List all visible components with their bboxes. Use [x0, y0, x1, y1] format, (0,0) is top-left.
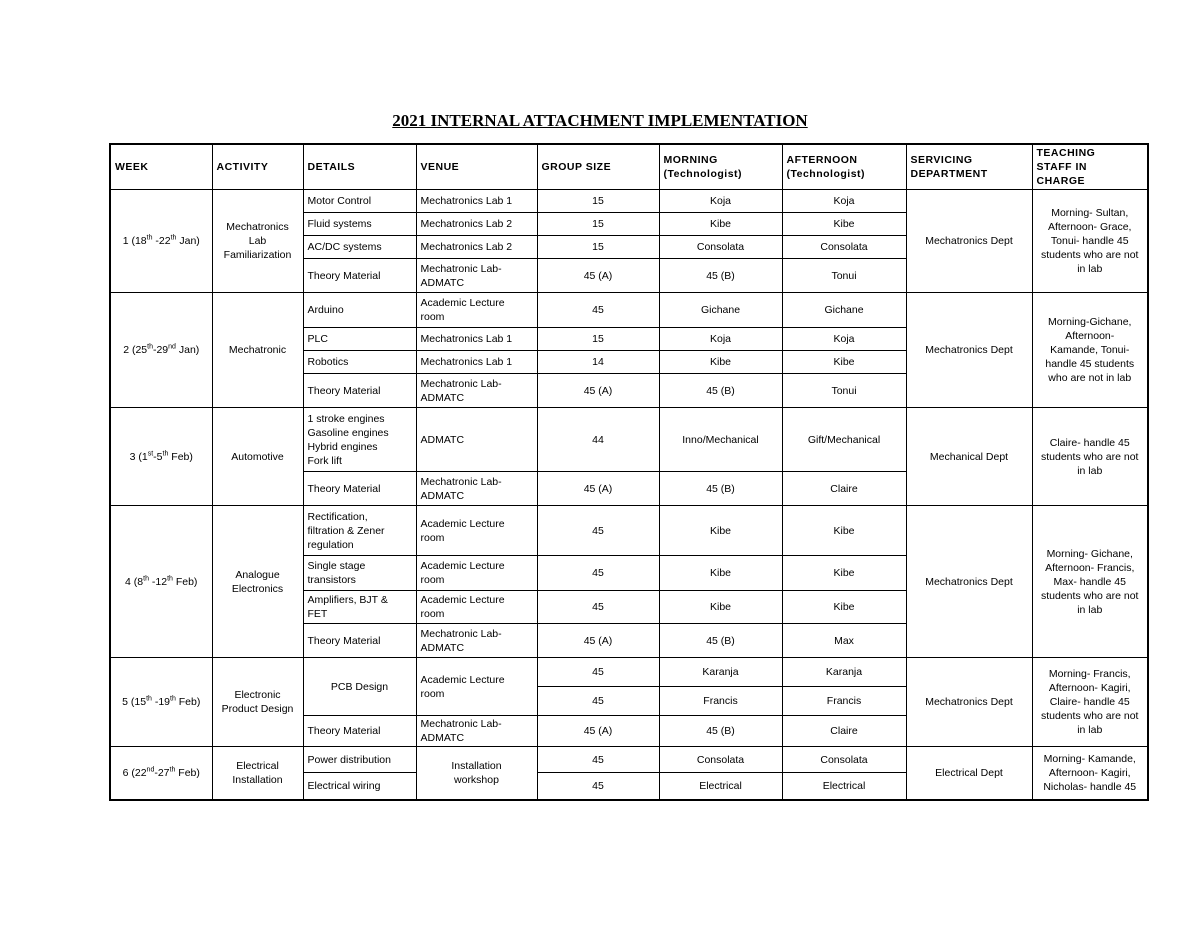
table-row [110, 506, 1148, 556]
group-size-cell: 45 (A) [537, 374, 659, 408]
week-text: Jan) [176, 235, 200, 247]
week-ordinal-suffix: th [162, 450, 169, 457]
week-text: 1 (18 [122, 235, 147, 247]
details-cell: PCB Design [303, 658, 416, 716]
activity-cell: Automotive [212, 408, 303, 506]
group-size-cell: 15 [537, 213, 659, 236]
week-ordinal-suffix: th [146, 234, 153, 242]
week-cell [110, 658, 212, 747]
details-cell: Electrical wiring [303, 773, 416, 800]
header-row [110, 144, 1148, 190]
week-cell [110, 506, 212, 658]
header-morning: MORNING (Technologist) [659, 144, 782, 190]
week-ordinal-suffix: th [167, 575, 173, 582]
details-cell: Arduino [303, 293, 416, 328]
morning-cell: Koja [659, 328, 782, 351]
details-cell: Theory Material [303, 472, 416, 506]
header-teaching-staff: TEACHING STAFF IN CHARGE [1032, 144, 1148, 190]
afternoon-cell: Kibe [782, 591, 906, 624]
venue-cell: Mechatronic Lab- ADMATC [416, 624, 537, 658]
details-cell: Amplifiers, BJT & FET [303, 591, 416, 624]
group-size-cell: 45 [537, 591, 659, 624]
activity-cell: Mechatronics Lab Familiarization [212, 190, 303, 293]
details-cell: Theory Material [303, 716, 416, 747]
table-row [110, 293, 1148, 328]
morning-cell: Kibe [659, 351, 782, 374]
afternoon-cell: Consolata [782, 236, 906, 259]
week-text: -19 [151, 696, 170, 708]
week-ordinal-suffix: th [170, 695, 176, 703]
header-servicing-department: SERVICING DEPARTMENT [906, 144, 1032, 190]
document-title: 2021 INTERNAL ATTACHMENT IMPLEMENTATION [392, 111, 808, 130]
group-size-cell: 45 (A) [537, 716, 659, 747]
morning-cell: Kibe [659, 556, 782, 591]
morning-cell: Koja [659, 190, 782, 213]
department-cell: Mechatronics Dept [906, 190, 1032, 293]
afternoon-cell: Max [782, 624, 906, 658]
details-cell: Robotics [303, 351, 416, 374]
header-activity: ACTIVITY [212, 144, 303, 190]
department-cell: Mechanical Dept [906, 408, 1032, 506]
table-row [110, 747, 1148, 773]
week-text: -5 [153, 450, 163, 463]
venue-cell: Mechatronic Lab- ADMATC [416, 374, 537, 408]
week-cell [110, 408, 212, 506]
morning-cell: Karanja [659, 658, 782, 687]
staff-cell: Morning- Francis, Afternoon- Kagiri, Claire- handle 45 students who are not in lab [1032, 658, 1148, 747]
morning-cell: 45 (B) [659, 716, 782, 747]
afternoon-cell: Consolata [782, 747, 906, 773]
week-text: Jan) [175, 344, 200, 356]
venue-cell: Mechatronic Lab- ADMATC [416, 472, 537, 506]
venue-cell: Academic Lecture room [416, 591, 537, 624]
staff-cell: Claire- handle 45 students who are not in lab [1032, 408, 1148, 506]
group-size-cell: 45 [537, 658, 659, 687]
group-size-cell: 15 [537, 190, 659, 213]
activity-cell: Analogue Electronics [212, 506, 303, 658]
week-text: 5 (15 [122, 696, 147, 708]
venue-cell: Mechatronics Lab 2 [416, 213, 537, 236]
morning-cell: Inno/Mechanical [659, 408, 782, 472]
week-ordinal-suffix: nd [146, 766, 155, 774]
week-text: -29 [152, 344, 169, 356]
week-text: Feb) [175, 766, 200, 779]
afternoon-cell: Francis [782, 687, 906, 716]
week-cell [110, 293, 212, 408]
details-cell: AC/DC systems [303, 236, 416, 259]
venue-cell: ADMATC [416, 408, 537, 472]
staff-cell: Morning- Sultan, Afternoon- Grace, Tonui- handle 45 students who are not in lab [1032, 190, 1148, 293]
group-size-cell: 15 [537, 236, 659, 259]
morning-cell: Francis [659, 687, 782, 716]
venue-cell: Mechatronics Lab 1 [416, 190, 537, 213]
morning-cell: Consolata [659, 236, 782, 259]
venue-cell: Mechatronic Lab- ADMATC [416, 716, 537, 747]
group-size-cell: 45 [537, 687, 659, 716]
department-cell: Mechatronics Dept [906, 293, 1032, 408]
details-cell: Theory Material [303, 624, 416, 658]
table-row [110, 658, 1148, 687]
staff-cell: Morning-Gichane, Afternoon- Kamande, Tonui- handle 45 students who are not in lab [1032, 293, 1148, 408]
week-cell [110, 747, 212, 800]
morning-cell: 45 (B) [659, 472, 782, 506]
group-size-cell: 44 [537, 408, 659, 472]
group-size-cell: 45 [537, 773, 659, 800]
afternoon-cell: Kibe [782, 506, 906, 556]
department-cell: Mechatronics Dept [906, 506, 1032, 658]
week-text: -22 [152, 235, 171, 247]
activity-cell: Electrical Installation [212, 747, 303, 800]
details-cell: Motor Control [303, 190, 416, 213]
week-ordinal-suffix: th [147, 343, 153, 351]
week-text: 4 (8 [125, 575, 144, 588]
group-size-cell: 45 [537, 506, 659, 556]
morning-cell: 45 (B) [659, 624, 782, 658]
afternoon-cell: Kibe [782, 351, 906, 374]
header-afternoon: AFTERNOON (Technologist) [782, 144, 906, 190]
group-size-cell: 45 [537, 556, 659, 591]
department-cell: Mechatronics Dept [906, 658, 1032, 747]
afternoon-cell: Karanja [782, 658, 906, 687]
group-size-cell: 15 [537, 328, 659, 351]
details-cell: Fluid systems [303, 213, 416, 236]
table-row [110, 190, 1148, 213]
afternoon-cell: Electrical [782, 773, 906, 800]
week-cell [110, 190, 212, 293]
venue-cell: Academic Lecture room [416, 506, 537, 556]
afternoon-cell: Kibe [782, 556, 906, 591]
header-details: DETAILS [303, 144, 416, 190]
week-text: -12 [148, 575, 168, 588]
activity-cell: Electronic Product Design [212, 658, 303, 747]
morning-cell: 45 (B) [659, 374, 782, 408]
venue-cell: Academic Lecture room [416, 293, 537, 328]
details-cell: Power distribution [303, 747, 416, 773]
header-venue: VENUE [416, 144, 537, 190]
venue-cell: Mechatronic Lab- ADMATC [416, 259, 537, 293]
week-ordinal-suffix: th [146, 695, 152, 703]
venue-cell: Installation workshop [416, 747, 537, 800]
details-cell: Rectification, filtration & Zener regulation [303, 506, 416, 556]
venue-cell: Academic Lecture room [416, 556, 537, 591]
morning-cell: Kibe [659, 213, 782, 236]
group-size-cell: 45 [537, 293, 659, 328]
venue-cell: Academic Lecture room [416, 658, 537, 716]
venue-cell: Mechatronics Lab 1 [416, 328, 537, 351]
week-text: Feb) [168, 450, 193, 463]
week-text: 3 (1 [129, 450, 148, 463]
week-text: 6 (22 [122, 766, 147, 779]
group-size-cell: 14 [537, 351, 659, 374]
week-ordinal-suffix: th [170, 234, 177, 242]
details-cell: Single stage transistors [303, 556, 416, 591]
department-cell: Electrical Dept [906, 747, 1032, 800]
week-text: Feb) [175, 696, 201, 708]
group-size-cell: 45 (A) [537, 472, 659, 506]
week-ordinal-suffix: nd [168, 343, 176, 351]
afternoon-cell: Kibe [782, 213, 906, 236]
afternoon-cell: Claire [782, 716, 906, 747]
header-week: WEEK [110, 144, 212, 190]
afternoon-cell: Tonui [782, 374, 906, 408]
afternoon-cell: Koja [782, 190, 906, 213]
week-text: Feb) [172, 575, 198, 588]
venue-cell: Mechatronics Lab 1 [416, 351, 537, 374]
afternoon-cell: Gift/Mechanical [782, 408, 906, 472]
venue-cell: Mechatronics Lab 2 [416, 236, 537, 259]
table-row [110, 408, 1148, 472]
week-text: 2 (25 [123, 344, 148, 356]
group-size-cell: 45 (A) [537, 259, 659, 293]
details-cell: 1 stroke engines Gasoline engines Hybrid engines Fork lift [303, 408, 416, 472]
attachment-schedule-table [109, 143, 1149, 801]
header-group-size: GROUP SIZE [537, 144, 659, 190]
week-ordinal-suffix: th [169, 766, 176, 774]
group-size-cell: 45 [537, 747, 659, 773]
morning-cell: Gichane [659, 293, 782, 328]
activity-cell: Mechatronic [212, 293, 303, 408]
morning-cell: Kibe [659, 506, 782, 556]
details-cell: PLC [303, 328, 416, 351]
group-size-cell: 45 (A) [537, 624, 659, 658]
morning-cell: Consolata [659, 747, 782, 773]
morning-cell: Electrical [659, 773, 782, 800]
afternoon-cell: Koja [782, 328, 906, 351]
week-text: -27 [154, 766, 170, 779]
morning-cell: Kibe [659, 591, 782, 624]
afternoon-cell: Tonui [782, 259, 906, 293]
afternoon-cell: Claire [782, 472, 906, 506]
details-cell: Theory Material [303, 374, 416, 408]
morning-cell: 45 (B) [659, 259, 782, 293]
afternoon-cell: Gichane [782, 293, 906, 328]
staff-cell: Morning- Gichane, Afternoon- Francis, Max- handle 45 students who are not in lab [1032, 506, 1148, 658]
staff-cell: Morning- Kamande, Afternoon- Kagiri, Nicholas- handle 45 [1032, 747, 1148, 800]
week-ordinal-suffix: th [143, 575, 149, 582]
details-cell: Theory Material [303, 259, 416, 293]
week-ordinal-suffix: st [147, 450, 154, 457]
